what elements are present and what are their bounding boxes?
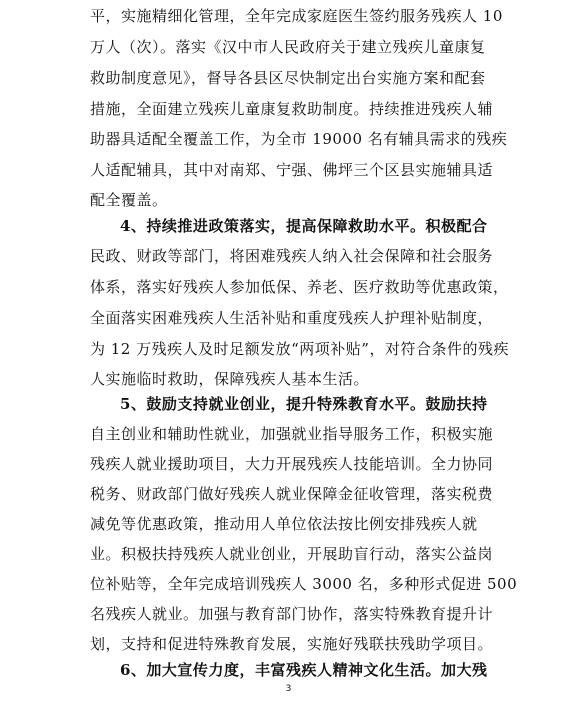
- text-line: 民政、财政等部门，将困难残疾人纳入社会保障和社会服务: [90, 247, 494, 265]
- text-line: 名残疾人就业。加强与教育部门协作，落实特殊教育提升计: [90, 605, 494, 623]
- section-heading-4: 4、持续推进政策落实，提高保障救助水平。积极配合: [120, 217, 488, 235]
- text-line: 人实施临时救助，保障残疾人基本生活。: [90, 370, 370, 388]
- text-line: 配全覆盖。: [90, 191, 168, 209]
- text-line: 体系，落实好残疾人参加低保、养老、医疗救助等优惠政策，: [90, 278, 509, 296]
- text-line: 位补贴等，全年完成培训残疾人 3000 名，多种形式促进 500: [90, 575, 518, 593]
- text-line: 人适配辅具，其中对南郑、宁强、佛坪三个区县实施辅具适: [90, 161, 494, 179]
- text-line: 措施，全面建立残疾儿童康复救助制度。持续推进残疾人辅: [90, 100, 494, 118]
- text-line: 全面落实困难残疾人生活补贴和重度残疾人护理补贴制度，: [90, 309, 494, 327]
- text-line: 万人（次）。落实《汉中市人民政府关于建立残疾儿童康复: [90, 38, 486, 56]
- text-line: 业。积极扶持残疾人就业创业，开展助盲行动，落实公益岗: [90, 545, 494, 563]
- page-number: 3: [285, 684, 292, 694]
- section-heading-5: 5、鼓励支持就业创业，提升特殊教育水平。鼓励扶持: [120, 395, 488, 413]
- section-heading-6: 6、加大宣传力度，丰富残疾人精神文化生活。加大残: [120, 661, 488, 679]
- text-line: 自主创业和辅助性就业，加强就业指导服务工作，积极实施: [90, 425, 494, 443]
- text-line: 残疾人就业援助项目，大力开展残疾人技能培训。全力协同: [90, 455, 494, 473]
- text-line: 救助制度意见》，督导各县区尽快制定出台实施方案和配套: [90, 69, 486, 87]
- text-line: 减免等优惠政策，推动用人单位依法按比例安排残疾人就: [90, 515, 478, 533]
- text-line: 划，支持和促进特殊教育发展，实施好残联扶残助学项目。: [90, 635, 494, 653]
- text-line: 平，实施精细化管理，全年完成家庭医生签约服务残疾人 10: [90, 7, 503, 25]
- text-line: 税务、财政部门做好残疾人就业保障金征收管理，落实税费: [90, 485, 494, 503]
- text-line: 助器具适配全覆盖工作，为全市 19000 名有辅具需求的残疾: [90, 130, 508, 148]
- text-line: 为 12 万残疾人及时足额发放“两项补贴”，对符合条件的残疾: [90, 340, 509, 358]
